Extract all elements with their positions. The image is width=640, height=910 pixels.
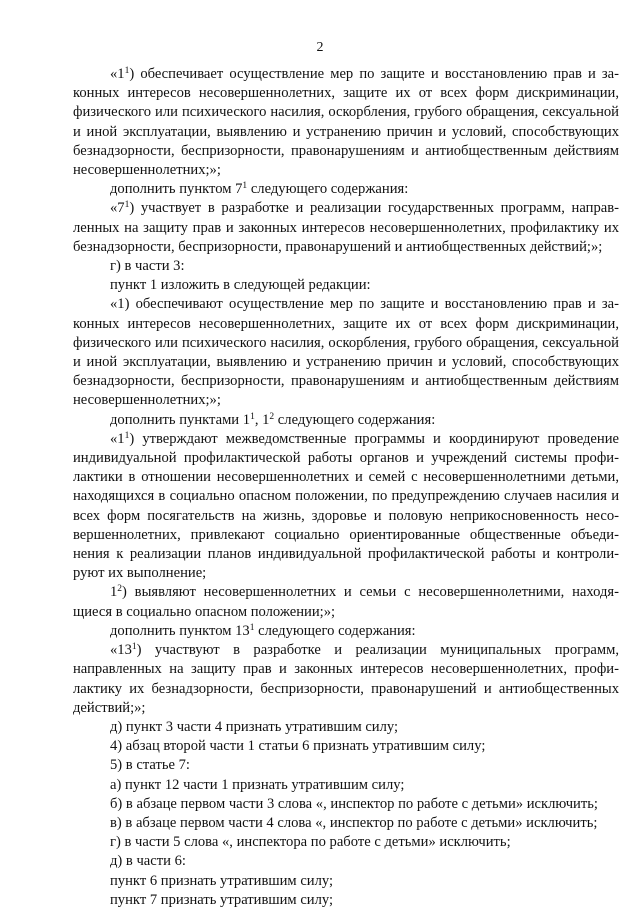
paragraph	[73, 795, 619, 814]
paragraph-text: ) утверждают межведомственные программы и координируют проведение индивидуальной профилактической работы органов и учреждений системы профилактики в отношении несовершеннолетних и семей с несовершеннолетними детьми, находящихся в социально опасном положении, по предупреждению случаев насилия и всех форм посягательств на жизнь, здоровье и половую неприкосновенность несовершеннолетних, привлекают социально ориентированные общественные объединения к реализации планов индивидуальной профилактической работы и контролируют их выполнение;	[73, 430, 619, 582]
paragraph-text: пункт 6 признать утратившим силу;	[110, 872, 334, 889]
paragraph	[73, 872, 619, 891]
paragraph	[73, 814, 619, 833]
superscript-index: 1	[249, 622, 255, 633]
paragraph-text: 4) абзац второй части 1 статьи 6 признать утратившим силу;	[110, 738, 486, 755]
paragraph	[73, 641, 619, 718]
document-body	[73, 65, 619, 910]
paragraph-text: «7	[110, 200, 125, 217]
paragraph-text: ) участвуют в разработке и реализации муниципальных программ, направленных на защиту прав и законных интересов несовершеннолетних, профилактику их безнадзорности, беспризорности, правонарушений и антиобщественных действий;»;	[73, 642, 619, 716]
paragraph	[73, 276, 619, 295]
paragraph-text: в) в абзаце первом части 4 слова «, инспектор по работе с детьми» исключить;	[110, 814, 598, 831]
paragraph	[73, 583, 619, 621]
paragraph-text: г) в части 5 слова «, инспектора по работе с детьми» исключить;	[110, 834, 511, 851]
paragraph-text: пункт 7 признать утратившим силу;	[110, 891, 334, 908]
paragraph-text: б) в абзаце первом части 3 слова «, инспектор по работе с детьми» исключить;	[110, 795, 598, 812]
paragraph-text: ) обеспечивает осуществление мер по защите и восстановлению прав и законных интересов несовершеннолетних, защите их от всех форм дискриминации, физического или психического насилия, оскорбления, грубого обращения, сексуальной и иной эксплуатации, выявлению и устранению причин и условий, способствующих безнадзорности, беспризорности, правонарушениям и антиобщественным действиям несовершеннолетних;»;	[73, 66, 619, 179]
paragraph-text: д) в части 6:	[110, 853, 186, 870]
paragraph	[73, 891, 619, 910]
superscript-index: 1	[124, 200, 130, 211]
superscript-index: 1	[131, 642, 137, 653]
paragraph-text: ) выявляют несовершеннолетних и семьи с несовершеннолетними, находящиеся в социально опасном положении;»;	[73, 584, 619, 620]
paragraph	[73, 257, 619, 276]
superscript-index: 2	[269, 411, 275, 422]
paragraph-text: «13	[110, 642, 132, 659]
paragraph-text: д) пункт 3 части 4 признать утратившим силу;	[110, 718, 399, 735]
superscript-index: 1	[242, 181, 248, 192]
paragraph-text: дополнить пунктами 1	[110, 411, 251, 428]
paragraph-text: 1	[110, 584, 118, 601]
superscript-index: 2	[117, 584, 123, 595]
paragraph	[73, 411, 619, 430]
paragraph	[73, 776, 619, 795]
paragraph	[73, 718, 619, 737]
paragraph	[73, 180, 619, 199]
paragraph-text: «1	[110, 430, 125, 447]
paragraph	[73, 737, 619, 756]
page-number: 2	[316, 40, 324, 55]
paragraph-text: 5) в статье 7:	[110, 757, 190, 774]
paragraph	[73, 622, 619, 641]
paragraph-text: пункт 1 изложить в следующей редакции:	[110, 277, 371, 294]
superscript-index: 1	[250, 411, 255, 422]
paragraph	[73, 430, 619, 584]
paragraph	[73, 295, 619, 410]
paragraph-text: следующего содержания:	[274, 411, 436, 428]
paragraph-text: дополнить пунктом 7	[110, 181, 243, 198]
paragraph-text: следующего содержания:	[254, 622, 416, 639]
paragraph-text: дополнить пунктом 13	[110, 622, 250, 639]
paragraph-text: «1) обеспечивают осуществление мер по защите и восстановлению прав и законных интересов несовершеннолетних, защите их от всех форм дискриминации, физического или психического насилия, оскорбления, грубого обращения, сексуальной и иной эксплуатации, выявлению и устранению причин и условий, способствующих безнадзорности, беспризорности, правонарушениям и антиобщественным действиям несовершеннолетних;»;	[73, 296, 619, 409]
superscript-index: 1	[124, 66, 130, 76]
paragraph	[73, 756, 619, 775]
paragraph	[73, 199, 619, 257]
paragraph-text: г) в части 3:	[110, 258, 185, 275]
superscript-index: 1	[124, 430, 130, 441]
paragraph	[73, 833, 619, 852]
paragraph	[73, 852, 619, 871]
paragraph	[73, 65, 619, 180]
paragraph-text: ) участвует в разработке и реализации государственных программ, направленных на защиту прав и законных интересов несовершеннолетних, профилактику их безнадзорности, беспризорности, правонарушений и антиобщественных действий;»;	[73, 200, 619, 255]
paragraph-text: «1	[110, 66, 125, 82]
paragraph-text: следующего содержания:	[247, 181, 409, 198]
paragraph-text: , 1	[254, 411, 270, 428]
paragraph-text: а) пункт 12 части 1 признать утратившим силу;	[110, 776, 405, 793]
